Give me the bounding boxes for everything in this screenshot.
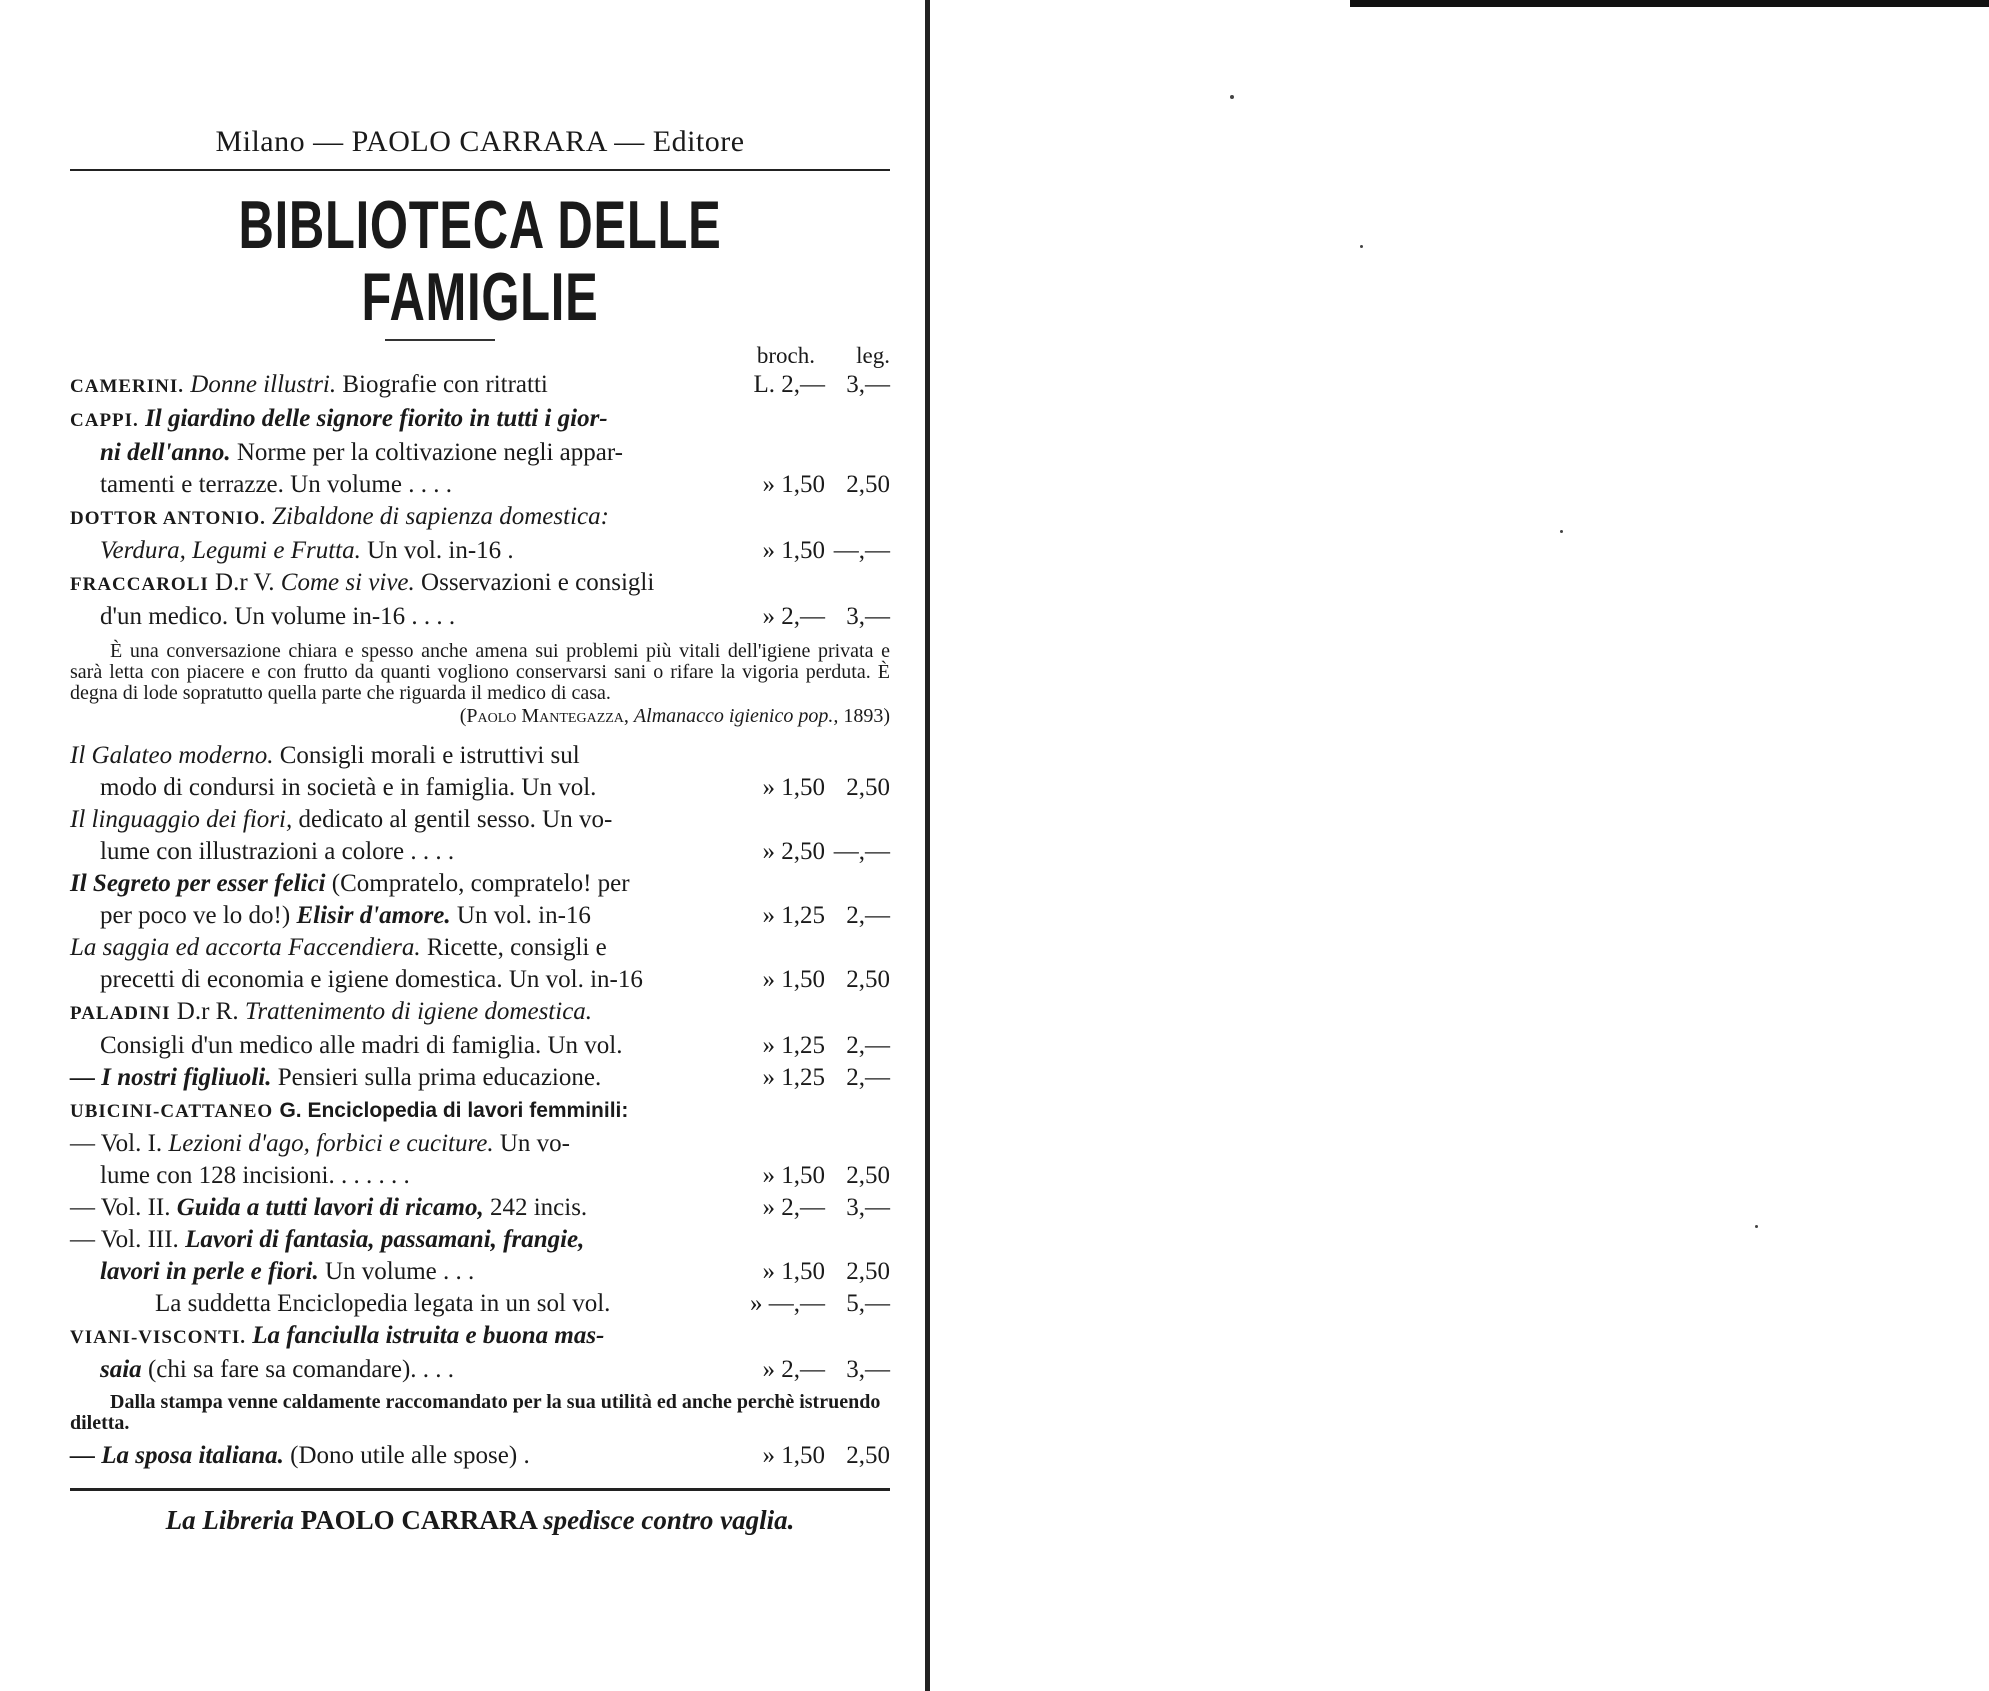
price-broch: » 2,— <box>762 1194 825 1221</box>
price-broch: » 1,50 <box>762 1442 825 1469</box>
entry-author: DOTTOR ANTONIO. <box>70 508 266 529</box>
entry-desc-cont: per poco ve lo do!) <box>100 902 291 929</box>
entry-title: Come si vive. <box>280 569 415 596</box>
entry-title: Donne illustri. <box>190 371 337 398</box>
price-broch: » 2,50 <box>762 838 825 865</box>
entry-desc: Ricette, consigli e <box>426 934 607 961</box>
top-edge-line <box>1350 0 1989 7</box>
entry-saggia <box>70 932 890 996</box>
entry-title: Il Galateo moderno. <box>70 742 274 769</box>
price-broch: » 2,— <box>762 1356 825 1383</box>
entry-desc: Biografie con ritratti <box>342 371 548 398</box>
review-quote: È una conversazione chiara e spesso anche amena sui problemi più vitali dell'igiene privata e sarà letta con piacere e con frutto da quanti vogliono conservarsi sani o rifare la vigoria perduta. È degna di lode sopratutto quella parte che riguarda il medico di casa. <box>70 640 890 704</box>
entry-author: FRACCAROLI <box>70 574 209 595</box>
footer-text-a: La Libreria <box>165 1505 294 1535</box>
entry-desc: (Compratelo, compratelo! per <box>331 870 630 897</box>
entry-author: CAPPI. <box>70 410 139 431</box>
price-broch: » 1,50 <box>762 774 825 801</box>
price-broch: » 1,50 <box>762 471 825 498</box>
footer-note <box>70 1505 890 1536</box>
price-leg: 2,50 <box>846 471 890 498</box>
volume-title: Guida a tutti lavori di ricamo, <box>176 1194 484 1221</box>
volume-title-cont: lavori in perle e fiori. <box>100 1258 319 1285</box>
entry-desc: Consigli morali e istruttivi sul <box>279 742 580 769</box>
entry-desc: (Dono utile alle spose) . <box>290 1442 530 1469</box>
header-rule <box>70 169 890 171</box>
entry-format: Un vol. in-16 <box>456 902 591 929</box>
entry-desc-cont: Consigli d'un medico alle madri di famiglia. Un vol. <box>100 1032 623 1059</box>
price-leg: 3,— <box>846 603 890 630</box>
speck <box>1755 1225 1758 1228</box>
price-broch: » 1,50 <box>762 966 825 993</box>
entry-viani-visconti <box>70 1320 890 1386</box>
entry-linguaggio <box>70 804 890 868</box>
price-leg: 2,— <box>846 1032 890 1059</box>
price-broch: » 1,50 <box>762 1258 825 1285</box>
entry-cappi <box>70 403 890 501</box>
citation-author: (Paolo Mantegazza, <box>459 705 629 727</box>
speck <box>1230 95 1234 99</box>
price-broch: » 1,50 <box>762 537 825 564</box>
price-leg: 2,— <box>846 1064 890 1091</box>
entry-desc: Un vol. in-16 . <box>367 537 514 564</box>
page-title: BIBLIOTECA DELLE FAMIGLIE <box>238 187 722 335</box>
col-leg: leg. <box>856 343 890 368</box>
entry-author: PALADINI <box>70 1003 171 1024</box>
entry-title-cont: ni dell'anno. <box>100 439 231 466</box>
price-leg: 5,— <box>846 1290 890 1317</box>
entry-desc-cont: d'un medico. Un volume in-16 . . . . <box>100 603 456 630</box>
price-leg: —,— <box>833 537 890 564</box>
price-broch: » 1,50 <box>762 1162 825 1189</box>
footer-text-c: spedisce contro vaglia. <box>543 1505 795 1535</box>
price-leg: —,— <box>833 838 890 865</box>
entry-title-cont: saia <box>100 1356 142 1383</box>
entry-subtitle: Elisir d'amore. <box>296 902 451 929</box>
volume-desc: Un volume . . . <box>324 1258 475 1285</box>
price-leg: 2,50 <box>846 774 890 801</box>
price-leg: 2,50 <box>846 1258 890 1285</box>
speck <box>1360 245 1363 248</box>
entry-paladini <box>70 996 890 1094</box>
entry-desc-cont: modo di condursi in società e in famiglia. Un vol. <box>100 774 597 801</box>
entry-title: Trattenimento di igiene domestica. <box>244 998 593 1025</box>
price-leg: 3,— <box>846 1194 890 1221</box>
entry-title: Il linguaggio dei fiori, <box>70 806 293 833</box>
volume-number: — Vol. II. <box>70 1194 171 1221</box>
entry-desc-cont: lume con illustrazioni a colore . . . . <box>100 838 455 865</box>
col-broch: broch. <box>756 343 815 368</box>
encyclopedia-bound-note: La suddetta Enciclopedia legata in un sol vol. <box>155 1290 611 1317</box>
entry-desc: Norme per la coltivazione negli appar- <box>236 439 623 466</box>
entry-title: Il giardino delle signore fiorito in tutti i gior- <box>145 405 608 432</box>
entry-desc: (chi sa fare sa comandare). . . . <box>147 1356 455 1383</box>
entry-desc: Osservazioni e consigli <box>421 569 655 596</box>
volume-title: Lavori di fantasia, passamani, frangie, <box>185 1226 585 1253</box>
volume-desc: Un vo- <box>499 1130 571 1157</box>
entry-fraccaroli <box>70 567 890 633</box>
price-leg: 2,50 <box>846 966 890 993</box>
title-ornament <box>385 339 495 347</box>
entry-title: Il Segreto per esser felici <box>70 870 326 897</box>
price-broch: » 1,25 <box>762 902 825 929</box>
entry-dottor-antonio <box>70 501 890 567</box>
entry-ubicini-cattaneo <box>70 1094 890 1320</box>
press-note: Dalla stampa venne caldamente raccomandato per la sua utilità ed anche perchè istruendo diletta. <box>70 1391 881 1434</box>
price-broch: » 2,— <box>762 603 825 630</box>
entry-title: La fanciulla istruita e buona mas- <box>252 1322 605 1349</box>
publisher-header: Milano — PAOLO CARRARA — Editore <box>215 125 745 158</box>
price-leg: 3,— <box>846 1356 890 1383</box>
volume-number: — Vol. I. <box>70 1130 163 1157</box>
entry-subtitle: Verdura, Legumi e Frutta. <box>100 537 361 564</box>
price-broch: » 1,25 <box>762 1064 825 1091</box>
entry-desc: Pensieri sulla prima educazione. <box>277 1064 602 1091</box>
entry-galateo <box>70 740 890 804</box>
footer-rule <box>70 1488 890 1491</box>
volume-desc-cont: lume con 128 incisioni. . . . . . . <box>100 1162 410 1189</box>
citation-source: Almanacco igienico pop., <box>633 705 839 727</box>
entry-segreto <box>70 868 890 932</box>
entry-camerini <box>70 369 890 403</box>
price-leg: 2,50 <box>846 1162 890 1189</box>
entry-author-initial: D.r R. <box>176 998 239 1025</box>
entry-author-initial: D.r V. <box>215 569 275 596</box>
entry-author: UBICINI-CATTANEO <box>70 1101 274 1122</box>
price-broch: L. 2,— <box>753 371 825 398</box>
speck <box>1560 530 1563 533</box>
volume-title: Lezioni d'ago, forbici e cuciture. <box>168 1130 494 1157</box>
citation-year: 1893) <box>843 705 890 727</box>
catalog-page <box>70 70 890 1650</box>
entry-title: — I nostri figliuoli. <box>70 1064 272 1091</box>
volume-number: — Vol. III. <box>70 1226 179 1253</box>
entry-desc-cont: tamenti e terrazze. Un volume . . . . <box>100 471 452 498</box>
entry-desc-cont: precetti di economia e igiene domestica. Un vol. in-16 <box>100 966 643 993</box>
entry-title: La saggia ed accorta Faccendiera. <box>70 934 421 961</box>
price-leg: 2,50 <box>846 1442 890 1469</box>
review-citation <box>70 704 890 728</box>
entry-desc: dedicato al gentil sesso. Un vo- <box>298 806 613 833</box>
price-leg: 3,— <box>846 371 890 398</box>
price-broch: » 1,25 <box>762 1032 825 1059</box>
page-gutter <box>925 0 930 1691</box>
footer-publisher: PAOLO CARRARA <box>300 1505 537 1535</box>
volume-desc: 242 incis. <box>489 1194 588 1221</box>
entry-title: — La sposa italiana. <box>70 1442 284 1469</box>
entry-sposa-italiana <box>70 1440 890 1472</box>
entry-author: CAMERINI. <box>70 376 185 397</box>
entry-author: VIANI-VISCONTI. <box>70 1327 246 1348</box>
entry-title: Zibaldone di sapienza domestica: <box>272 503 609 530</box>
price-leg: 2,— <box>846 902 890 929</box>
price-broch: » —,— <box>750 1290 825 1317</box>
entry-title: G. Enciclopedia di lavori femminili: <box>279 1099 629 1122</box>
